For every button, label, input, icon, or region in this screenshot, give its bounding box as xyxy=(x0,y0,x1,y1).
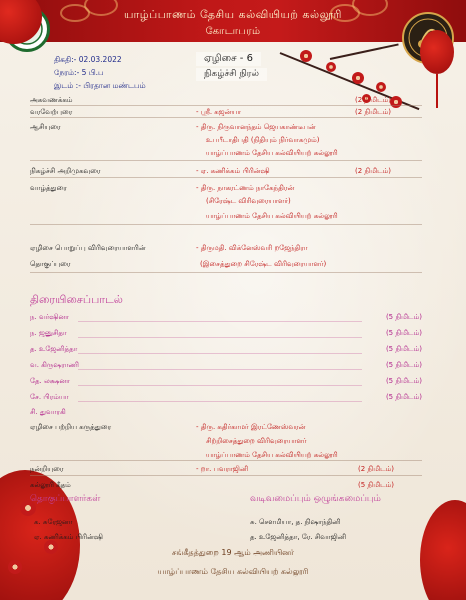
singer-name: சே. பிரம்யா xyxy=(30,393,69,401)
header-subtitle: கோடாபரம் xyxy=(205,26,261,37)
compiler-name: ஏ. கணிக்கம் பிரின்ஷி xyxy=(34,533,103,541)
row-divider xyxy=(30,117,422,118)
design-heading: வடிவமைப்பும் ஒழுங்கமைப்பும் xyxy=(250,494,381,504)
row-divider xyxy=(30,105,422,106)
programme-duration: (5 நிமிடம்) xyxy=(358,481,395,489)
programme-label: வரவேற்புரை xyxy=(30,108,73,116)
song-row xyxy=(30,361,422,371)
programme-label: அகவணக்கம் xyxy=(30,96,73,104)
event-date: திகதி:- 02.03.2022 xyxy=(54,55,122,64)
song-duration: (5 நிமிடம்) xyxy=(385,345,422,353)
programme-label: தொகுப்புரை xyxy=(30,260,71,268)
programme-duration: (2 நிமிடம்) xyxy=(355,108,392,116)
song-row xyxy=(30,377,422,387)
song-duration: (5 நிமிடம்) xyxy=(385,361,422,369)
college-name: யாழ்ப்பாணம் தேசிய கல்வியியற் கல்லூரி xyxy=(124,8,342,21)
lantern-decoration xyxy=(420,30,454,74)
programme-label: ஏழிசை பற்றிய கருத்துரை xyxy=(30,423,112,431)
programme-detail: - ஸ்ரீ. கஜன்யா xyxy=(196,108,242,116)
song-row xyxy=(30,393,422,403)
compilers-heading: தொகுப்பாளர்கள் xyxy=(30,494,101,504)
row-divider xyxy=(30,460,422,461)
programme-detail-line: யாழ்ப்பாணம் தேசிய கல்வியியற் கல்லூரி xyxy=(206,451,338,459)
lantern-tassel xyxy=(436,74,438,108)
programme-label: ஏழிசை பொறுப்பு விரிவுரையாளரின் xyxy=(30,244,146,252)
song-duration: (5 நிமிடம்) xyxy=(385,329,422,337)
song-row xyxy=(30,408,422,418)
designer-names: த. உஜேனித்தா, ரே. சிவாஜினி xyxy=(250,533,347,541)
programme-detail: - றா. பவராஜினி xyxy=(196,465,249,473)
row-divider xyxy=(78,385,362,386)
programme-label: நன்றியுரை xyxy=(30,465,64,473)
blossom-flower xyxy=(390,96,402,108)
song-row xyxy=(30,345,422,355)
row-divider xyxy=(30,224,422,225)
singer-name: சி. துவாரகி xyxy=(30,408,66,416)
programme-detail: - திருமதி. விக்னேஸ்வரி றஜேந்திரா xyxy=(196,244,308,252)
row-divider xyxy=(30,272,422,273)
row-divider xyxy=(30,177,422,178)
singer-name: ந. ஜனுசிதா xyxy=(30,329,67,337)
song-duration: (5 நிமிடம்) xyxy=(385,377,422,385)
event-time: நேரம்:- 5 பி.ப xyxy=(54,68,104,77)
programme-duration: (2 நிமிடம்) xyxy=(355,96,392,104)
programme-detail: - திரு. கதிர்காமர் இரட்ணேஸ்வரன் xyxy=(196,423,306,431)
compiler-name: க. சுரேஜனா xyxy=(34,518,73,526)
row-divider xyxy=(30,475,422,476)
programme-detail: - திரு. நாகரட்ணம் நாகேந்திரன் xyxy=(196,184,295,192)
song-row xyxy=(30,313,422,323)
programme-detail-line: உபபீடாதிபதி (நிதியும் நிர்வாகமும்) xyxy=(206,136,320,144)
event-number-title: ஏழிசை - 6 xyxy=(196,52,261,66)
batch-credit: சங்கீதத்துறை 19 ஆம் அணியினர் xyxy=(171,548,295,557)
blossom-flower xyxy=(376,82,386,92)
programme-label: வாழ்த்துரை xyxy=(30,184,67,192)
row-divider xyxy=(78,353,362,354)
songs-section-title: திரையிசைப்பாடல் xyxy=(30,293,123,306)
blossom-flower xyxy=(300,50,312,62)
programme-detail-line: (சிரேஷ்ட விரிவுரையாளர்) xyxy=(206,197,291,205)
programme-label: ஆசியுரை xyxy=(30,123,61,131)
row-divider xyxy=(78,321,362,322)
blossom-branch xyxy=(330,43,399,60)
row-divider xyxy=(78,369,362,370)
programme-label: கல்லூரி கீதம் xyxy=(30,481,71,489)
programme-detail-line: யாழ்ப்பாணம் தேசிய கல்வியியற் கல்லூரி xyxy=(206,149,338,157)
programme-detail-line: சிற்றிசைத்துறை விரிவுரையாளர் xyxy=(206,437,307,445)
programme-detail: - ஏ. கணிக்கம் பிரின்ஷி xyxy=(196,167,270,175)
programme-detail: - திரு. நிருவானந்தம் ஜெயகாண்டீபன் xyxy=(196,123,316,131)
programme-label: நிகழ்ச்சி அறிமுகவுரை xyxy=(30,167,101,175)
blossom-flower xyxy=(352,72,364,84)
designer-names: சு. சௌமியா, த. நிஷாந்தினி xyxy=(250,518,341,526)
programme-title: நிகழ்ச்சி நிரல் xyxy=(196,68,267,81)
song-row xyxy=(30,329,422,339)
programme-detail: (இசைத்துறை சிரேஷ்ட விரிவுரையாளர்) xyxy=(200,260,327,268)
singer-name: தே. லக்ஷனா xyxy=(30,377,70,385)
row-divider xyxy=(30,160,422,161)
programme-duration: (2 நிமிடம்) xyxy=(355,167,392,175)
blossom-flower xyxy=(326,62,336,72)
row-divider xyxy=(78,337,362,338)
row-divider xyxy=(78,401,362,402)
singer-name: ந. வர்ஷினா xyxy=(30,313,69,321)
song-duration: (5 நிமிடம்) xyxy=(385,313,422,321)
song-duration: (5 நிமிடம்) xyxy=(385,393,422,401)
programme-detail-line: யாழ்ப்பாணம் தேசிய கல்வியியற் கல்லூரி xyxy=(206,212,338,220)
programme-duration: (2 நிமிடம்) xyxy=(358,465,395,473)
singer-name: த. உஜேனித்தா xyxy=(30,345,78,353)
header-banner xyxy=(0,0,466,42)
event-venue: இடம் :- பிரதான மண்டபம் xyxy=(54,81,146,90)
singer-name: வ. கிருஷராணி xyxy=(30,361,79,369)
college-credit: யாழ்ப்பாணம் தேசிய கல்வியியற் கல்லூரி xyxy=(157,567,309,576)
